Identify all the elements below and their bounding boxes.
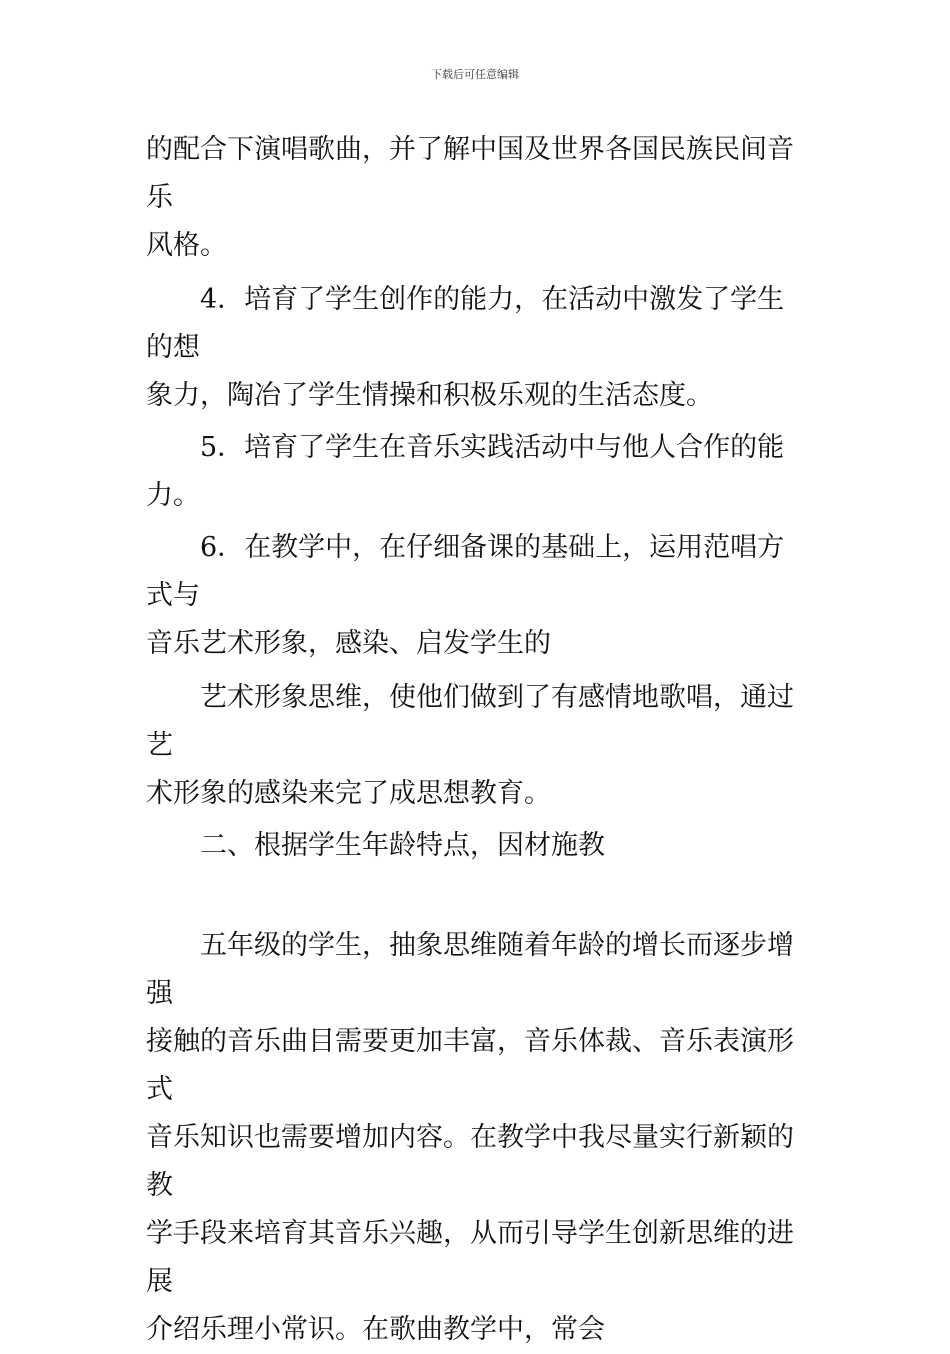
paragraph-5 bbox=[146, 674, 811, 818]
text-line: 五年级的学生，抽象思维随着年龄的增长而逐步增强 bbox=[146, 930, 794, 1009]
text-line: 的配合下演唱歌曲，并了解中国及世界各国民族民间音乐 bbox=[146, 134, 794, 213]
text-line: 5．培育了学生在音乐实践活动中与他人合作的能力。 bbox=[146, 432, 785, 511]
text-line: 风格。 bbox=[146, 230, 227, 261]
paragraph-4 bbox=[146, 524, 811, 668]
page-header-note: 下载后可任意编辑 bbox=[431, 68, 519, 81]
text-line: 接触的音乐曲目需要更加丰富，音乐体裁、音乐表演形式 bbox=[146, 1026, 794, 1105]
text-line: 艺术形象思维，使他们做到了有感情地歌唱，通过艺 bbox=[146, 682, 794, 761]
paragraph-1 bbox=[146, 126, 811, 270]
text-line: 4．培育了学生创作的能力，在活动中激发了学生的想 bbox=[146, 284, 785, 363]
text-line: 学手段来培育其音乐兴趣，从而引导学生创新思维的进展 bbox=[146, 1218, 794, 1297]
paragraph-2 bbox=[146, 276, 811, 420]
section-heading bbox=[146, 822, 811, 870]
text-line: 音乐艺术形象，感染、启发学生的 bbox=[146, 628, 551, 659]
text-line: 介绍乐理小常识。在歌曲教学中，常会 bbox=[146, 1314, 605, 1345]
text-line: 术形象的感染来完了成思想教育。 bbox=[146, 778, 551, 809]
text-line: 二、根据学生年龄特点，因材施教 bbox=[200, 830, 605, 861]
text-line: 6．在教学中，在仔细备课的基础上，运用范唱方式与 bbox=[146, 532, 785, 611]
paragraph-6 bbox=[146, 922, 811, 1354]
paragraph-3 bbox=[146, 424, 811, 520]
text-line: 音乐知识也需要增加内容。在教学中我尽量实行新颖的教 bbox=[146, 1122, 794, 1201]
text-line: 象力，陶冶了学生情操和积极乐观的生活态度。 bbox=[146, 380, 713, 411]
